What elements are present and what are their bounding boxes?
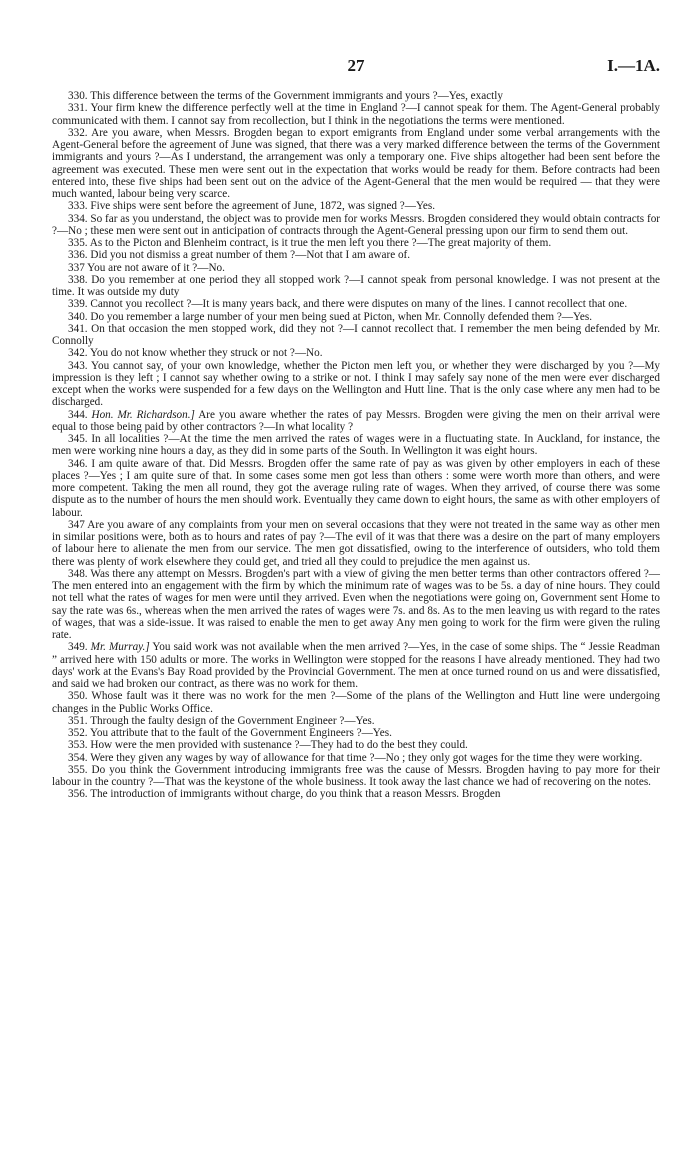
question-answer-paragraph	[52, 200, 660, 212]
question-number: 345.	[68, 433, 88, 445]
question-answer-paragraph	[52, 764, 660, 789]
question-number: 352.	[68, 727, 88, 739]
question-number: 334.	[68, 212, 88, 225]
paragraph-text: Whose fault was it there was no work for the men ?—Some of the plans of the Wellington and Hutt line were undergoing changes in the Public Works Office.	[52, 690, 660, 715]
question-answer-paragraph	[52, 127, 660, 201]
question-number: 341.	[68, 322, 88, 335]
paragraph-text: Did you not dismiss a great number of them ?—Not that I am aware of.	[90, 249, 411, 262]
speaker-label: Hon. Mr. Richardson.]	[91, 408, 195, 421]
question-number: 354.	[68, 751, 88, 764]
question-answer-paragraph	[52, 249, 660, 261]
question-answer-paragraph	[52, 360, 660, 409]
question-answer-paragraph	[52, 213, 660, 238]
question-number: 342.	[68, 347, 88, 360]
paragraph-text: How were the men provided with sustenance ?—They had to do the best they could.	[90, 739, 468, 752]
paragraph-text: The introduction of immigrants without charge, do you think that a reason Messrs. Brogden	[90, 788, 501, 801]
question-answer-paragraph	[52, 274, 660, 299]
question-number: 333.	[68, 200, 88, 213]
paragraph-text: Cannot you recollect ?—It is many years back, and there were disputes on many of the lines. I cannot recollect that one.	[90, 298, 628, 311]
paragraph-text: Through the faulty design of the Government Engineer ?—Yes.	[90, 714, 375, 727]
question-answer-paragraph	[52, 102, 660, 127]
paragraph-text: This difference between the terms of the Government immigrants and yours ?—Yes, exactly	[90, 90, 503, 102]
paragraph-text: Your firm knew the difference perfectly well at the time in England ?—I cannot speak for them. The Agent-General probably communicated with them. I cannot say from recollection, but I think in the negotiations the terms were mentioned.	[52, 102, 661, 127]
question-answer-paragraph	[52, 690, 660, 715]
question-answer-paragraph	[52, 262, 660, 274]
question-answer-paragraph	[52, 433, 660, 458]
page-number: 27	[347, 56, 365, 75]
question-number: 330.	[68, 90, 88, 102]
question-answer-paragraph	[52, 752, 660, 764]
paragraph-text: Are you aware whether the rates of pay Messrs. Brogden were giving the men on their arrival were equal to those being paid by other contractors ?—In what locality ?	[52, 408, 660, 433]
question-answer-paragraph	[52, 568, 660, 642]
question-number: 350.	[68, 690, 88, 703]
question-answer-paragraph	[52, 519, 660, 568]
question-answer-paragraph	[52, 347, 660, 359]
question-number: 346.	[68, 457, 88, 470]
question-answer-paragraph	[52, 90, 660, 102]
question-number: 348.	[68, 567, 88, 580]
question-answer-paragraph	[52, 727, 660, 739]
question-number: 347	[68, 518, 85, 531]
paragraph-text: Are you aware of any complaints from your men on several occasions that they were not treated in the same way as other men in similar positions were, both as to hours and rates of pay ?—The evil of it was that there was a desire on the part of many employers of labour here to alienate the men from our service. The men got dissatisfied, owing to the interference of outsiders, who told them there was plenty of work elsewhere they could get, and tried all they could to prejudice the men against us.	[52, 518, 660, 568]
paragraph-text: You cannot say, of your own knowledge, whether the Picton men left you, or whether they were discharged by you ?—My impression is they left ; I cannot say whether owing to a strike or not. I think I may safely say none of the men were ever discharged except when the works were suspended for a few days on the Wellington and Hutt line. That is the only case where any men had to be discharged.	[52, 359, 661, 409]
speaker-label: Mr. Murray.]	[90, 641, 150, 654]
paragraph-text: On that occasion the men stopped work, did they not ?—I cannot recollect that. I remember the men being defended by Mr. Connolly	[52, 322, 661, 347]
paragraph-text: You attribute that to the fault of the Government Engineers ?—Yes.	[89, 727, 392, 739]
question-answer-paragraph	[52, 409, 660, 434]
question-number: 355.	[68, 763, 88, 776]
question-number: 339.	[68, 298, 88, 311]
question-number: 349.	[68, 641, 88, 654]
paragraph-text: You are not aware of it ?—No.	[87, 261, 225, 274]
paragraph-text: In all localities ?—At the time the men arrived the rates of wages were in a fluctuating state. In Auckland, for instance, the men were working nine hours a day, as they did in some parts of the South. In Wellington it was eight hours.	[52, 433, 660, 458]
paragraph-text: You said work was not available when the men arrived ?—Yes, in the case of some ships. The “ Jessie Readman ” arrived here with 150 adults or more. The works in Wellington were stopped for the reasons I have already mentioned. They had two days' work at the Evans's Bay Road provided by the Provincial Government. The men at once turned round on us and were dissatisfied, and said we had broken our contract, as there was no work for them.	[52, 641, 660, 690]
question-number: 332.	[68, 126, 88, 139]
question-number: 340.	[68, 310, 88, 323]
question-answer-paragraph	[52, 641, 660, 690]
question-answer-paragraph	[52, 788, 660, 800]
question-answer-paragraph	[52, 739, 660, 751]
question-number: 351.	[68, 714, 88, 727]
document-page	[52, 56, 660, 801]
question-answer-paragraph	[52, 323, 660, 348]
question-answer-paragraph	[52, 715, 660, 727]
page-header	[52, 56, 660, 82]
question-number: 343.	[68, 359, 88, 372]
paragraph-text: Do you think the Government introducing immigrants free was the cause of Messrs. Brogden having to pay more for their labour in the country ?—That was the keystone of the whole business. It took away the last chance we had of recovering on the notes.	[52, 763, 660, 788]
question-number: 336.	[68, 249, 88, 262]
paragraph-text: Do you remember a large number of your men being sued at Picton, when Mr. Connolly defended them ?—Yes.	[90, 310, 593, 323]
question-answer-paragraph	[52, 311, 660, 323]
question-answer-paragraph	[52, 298, 660, 310]
paragraph-text: So far as you understand, the object was to provide men for works Messrs. Brogden considered they would obtain contracts for ?—No ; these men were sent out in anticipation of contracts through the Agent-General pressing upon our firm to send them out.	[52, 212, 661, 237]
question-number: 331.	[68, 102, 88, 115]
paragraph-text: Are you aware, when Messrs. Brogden began to export emigrants from England under some verbal arrangements with the Agent-General before the agreement of June was signed, that there was a very marked difference between the terms of the Government immigrants and yours ?—As I understand, the arrangement was only a temporary one. Five ships altogether had been sent before the agreement was executed. These men were sent out in the expectation that works would be ready for them. Before contracts had been entered into, these five ships had been sent out on the advice of the Agent-General that the men would be required — that they were much wanted, labour being very scarce.	[52, 126, 660, 200]
question-number: 338.	[68, 273, 88, 286]
document-body	[52, 90, 660, 801]
question-number: 356.	[68, 788, 88, 801]
question-number: 335.	[68, 237, 88, 249]
paragraph-text: Was there any attempt on Messrs. Brogden's part with a view of giving the men better terms than other contractors offered ?—The men entered into an engagement with the firm by which the minimum rate of wages was to be 5s. a day of nine hours. They could not tell what the rates of wages for men were until they arrived. Even when the negotiations were going on, Government sent Home to say the rate was 6s., whereas when the men arrived the rates of wages were 7s. and 8s. As to the men leaving us with regard to the rates of wages, that was a side-issue. It was raised to enable the men to get away Any men going to work for the firm were given the ruling rate.	[52, 567, 660, 641]
paragraph-text: You do not know whether they struck or not ?—No.	[89, 347, 323, 360]
question-number: 337	[68, 261, 85, 274]
question-number: 344.	[68, 408, 88, 421]
question-number: 353.	[68, 739, 88, 752]
paragraph-text: I am quite aware of that. Did Messrs. Brogden offer the same rate of pay as was given by other employers in each of these places ?—Yes ; I am quite sure of that. In some cases some men got less than others : some were worth more than others, and were more competent. Taking the men all round, they got the average ruling rate of wages. When they arrived, of course there was some dispute as to the number of hours the men should work. Eventually they came down to eight hours, the same as with other employers of labour.	[52, 457, 661, 519]
paragraph-text: Were they given any wages by way of allowance for that time ?—No ; they only got wages for the time they were working.	[90, 751, 643, 764]
question-answer-paragraph	[52, 458, 660, 519]
paragraph-text: Five ships were sent before the agreement of June, 1872, was signed ?—Yes.	[90, 200, 436, 213]
question-answer-paragraph	[52, 237, 660, 249]
paragraph-text: As to the Picton and Blenheim contract, is it true the men left you there ?—The great majority of them.	[89, 237, 552, 249]
page-reference: I.—1A.	[607, 56, 660, 75]
paragraph-text: Do you remember at one period they all stopped work ?—I cannot speak from personal knowledge. I was not present at the time. It was outside my duty	[52, 273, 660, 298]
